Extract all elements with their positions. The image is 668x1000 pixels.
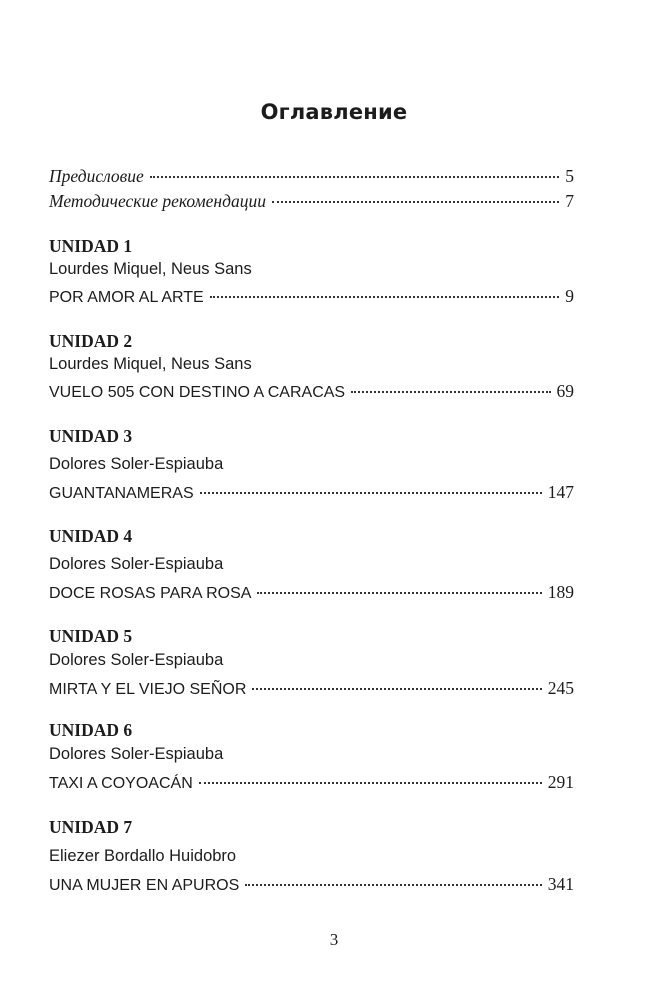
unit-heading: UNIDAD 4: [49, 526, 133, 546]
toc-entry-methodology: [49, 188, 574, 214]
toc-entry-story: [49, 479, 574, 505]
page-number: 3: [329, 930, 339, 949]
unit-heading: UNIDAD 6: [49, 720, 133, 740]
toc-entry-story: [49, 579, 574, 605]
dot-leader: [272, 201, 559, 203]
entry-page: 147: [547, 482, 574, 502]
entry-text: Методические рекомендации: [49, 191, 266, 211]
unit-author: Dolores Soler-Espiauba: [49, 455, 224, 473]
toc-entry-story: [49, 675, 574, 701]
unit-heading: UNIDAD 1: [49, 236, 133, 256]
unit-heading: UNIDAD 5: [49, 626, 133, 646]
dot-leader: [210, 296, 560, 298]
entry-text: GUANTANAMERAS: [49, 485, 194, 502]
entry-text: TAXI A COYOACÁN: [49, 775, 193, 792]
unit-author: Lourdes Miquel, Neus Sans: [49, 355, 252, 373]
unit-heading: UNIDAD 2: [49, 331, 133, 351]
unit-author: Lourdes Miquel, Neus Sans: [49, 260, 252, 278]
unit-author: Dolores Soler-Espiauba: [49, 651, 224, 669]
toc-entry-story: [49, 378, 574, 404]
unit-author: Dolores Soler-Espiauba: [49, 745, 224, 763]
entry-text: VUELO 505 CON DESTINO A CARACAS: [49, 384, 346, 401]
entry-page: 7: [565, 191, 574, 211]
entry-text: Предисловие: [49, 166, 144, 186]
entry-text: DOCE ROSAS PARA ROSA: [49, 585, 252, 602]
dot-leader: [199, 782, 542, 784]
toc-entry-preface: [49, 163, 574, 189]
entry-text: POR AMOR AL ARTE: [49, 289, 204, 306]
entry-page: 69: [556, 381, 574, 401]
entry-page: 9: [565, 286, 574, 306]
entry-page: 189: [547, 582, 574, 602]
entry-page: 245: [547, 678, 574, 698]
unit-heading: UNIDAD 7: [49, 817, 133, 837]
toc-title: Оглавление: [260, 100, 408, 124]
toc-entry-story: [49, 283, 574, 309]
entry-text: MIRTA Y EL VIEJO SEÑOR: [49, 681, 247, 698]
dot-leader: [150, 176, 559, 178]
dot-leader: [200, 492, 542, 494]
unit-heading: UNIDAD 3: [49, 426, 133, 446]
dot-leader: [257, 592, 541, 594]
entry-page: 291: [547, 772, 574, 792]
dot-leader: [252, 688, 541, 690]
entry-page: 341: [547, 874, 574, 894]
toc-entry-story: [49, 769, 574, 795]
entry-text: UNA MUJER EN APUROS: [49, 877, 240, 894]
entry-page: 5: [565, 166, 574, 186]
toc-entry-story: [49, 871, 574, 897]
dot-leader: [351, 391, 550, 393]
dot-leader: [245, 884, 541, 886]
unit-author: Dolores Soler-Espiauba: [49, 555, 224, 573]
unit-author: Eliezer Bordallo Huidobro: [49, 847, 237, 865]
